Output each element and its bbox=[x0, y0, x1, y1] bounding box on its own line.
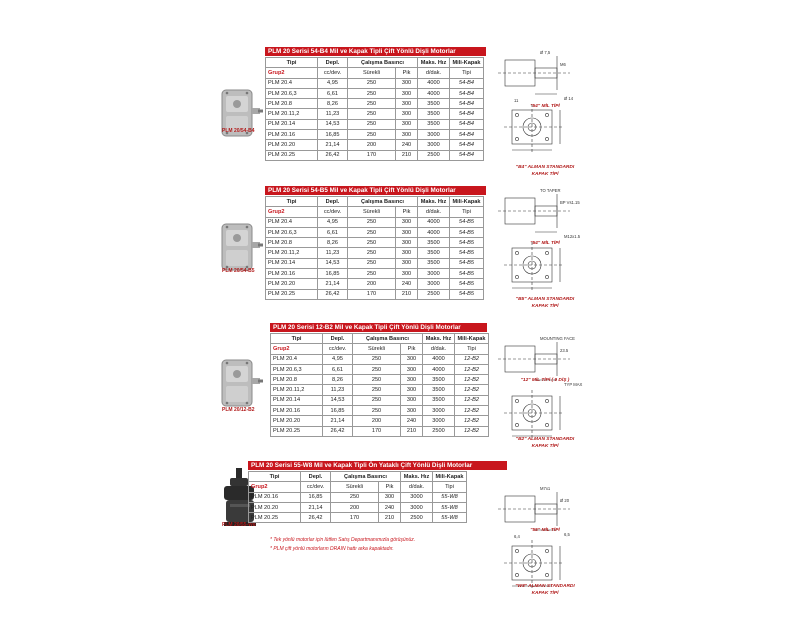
header-pressure: Çalışma Basıncı bbox=[348, 197, 418, 207]
table-cell: 3000 bbox=[401, 502, 433, 512]
header-type: Tipi bbox=[266, 58, 318, 68]
drawing-label: "55" MİL TİPİ bbox=[530, 528, 560, 533]
header-row bbox=[266, 197, 484, 207]
table-cell: 12-B2 bbox=[455, 375, 489, 385]
header-depl: Depl. bbox=[318, 197, 348, 207]
table-cell: 3000 bbox=[423, 406, 455, 416]
spec-table bbox=[265, 196, 484, 300]
spec-table bbox=[265, 57, 484, 161]
series-title: PLM 20 Serisi 54-B5 Mil ve Kapak Tipli Çift Yönlü Dişli Motorlar bbox=[265, 186, 486, 195]
table-cell: 54-B5 bbox=[450, 248, 484, 258]
drawing-label: "W8" ALMAN STANDARDI bbox=[515, 584, 575, 589]
table-cell: 4000 bbox=[423, 354, 455, 364]
table-cell: 55-W8 bbox=[433, 513, 467, 523]
dimension-text: 11 bbox=[514, 98, 519, 103]
table-cell: PLM 20.14 bbox=[271, 395, 323, 405]
sub-continuous: Sürekli bbox=[353, 344, 401, 354]
drawing-label: "B2" ALMAN STANDARDI bbox=[515, 437, 575, 442]
table-cell: 11,23 bbox=[318, 248, 348, 258]
table-cell: 300 bbox=[401, 395, 423, 405]
table-cell: 11,23 bbox=[323, 385, 353, 395]
table-cell: 300 bbox=[396, 99, 418, 109]
header-type: Tipi bbox=[249, 472, 301, 482]
footnotes bbox=[270, 536, 415, 554]
table-row bbox=[266, 99, 484, 109]
header-max-speed: Maks. Hız bbox=[423, 334, 455, 344]
table-cell: 21,14 bbox=[323, 416, 353, 426]
table-row bbox=[271, 364, 489, 374]
table-cell: 54-B5 bbox=[450, 289, 484, 299]
table-cell: 21,14 bbox=[301, 502, 331, 512]
table-cell: 54-B4 bbox=[450, 119, 484, 129]
drawing-label: KAPAK TİPİ bbox=[531, 444, 559, 449]
subheader-row bbox=[249, 482, 467, 492]
table-cell: 200 bbox=[348, 140, 396, 150]
table-cell: 54-B4 bbox=[450, 88, 484, 98]
table-cell: PLM 20.20 bbox=[271, 416, 323, 426]
table-cell: 250 bbox=[348, 119, 396, 129]
spec-table bbox=[248, 471, 467, 523]
table-cell: 4000 bbox=[418, 78, 450, 88]
table-row bbox=[266, 248, 484, 258]
table-cell: 3000 bbox=[418, 269, 450, 279]
table-cell: 4000 bbox=[418, 217, 450, 227]
table-cell: 170 bbox=[331, 513, 379, 523]
dimension-text: MOUNTING FACE bbox=[540, 336, 575, 341]
sub-peak: Pik bbox=[401, 344, 423, 354]
table-cell: PLM 20.16 bbox=[266, 269, 318, 279]
table-row bbox=[271, 426, 489, 436]
table-cell: 250 bbox=[353, 364, 401, 374]
header-type: Tipi bbox=[271, 334, 323, 344]
table-row bbox=[271, 395, 489, 405]
table-cell: 3500 bbox=[418, 119, 450, 129]
table-cell: 250 bbox=[353, 385, 401, 395]
table-row bbox=[266, 150, 484, 160]
table-cell: 250 bbox=[348, 248, 396, 258]
table-cell: 4,95 bbox=[318, 78, 348, 88]
dimension-text: Ø 7,5 bbox=[540, 50, 551, 55]
header-max-speed: Maks. Hız bbox=[418, 197, 450, 207]
table-row bbox=[266, 140, 484, 150]
table-cell: 26,42 bbox=[318, 289, 348, 299]
unit-speed: d/dak. bbox=[418, 207, 450, 217]
table-cell: 2500 bbox=[418, 289, 450, 299]
table-cell: 54-B5 bbox=[450, 217, 484, 227]
table-row bbox=[266, 78, 484, 88]
table-cell: PLM 20.4 bbox=[271, 354, 323, 364]
table-cell: 54-B4 bbox=[450, 150, 484, 160]
table-cell: 4000 bbox=[418, 227, 450, 237]
unit-depl: cc/dev. bbox=[301, 482, 331, 492]
table-row bbox=[266, 289, 484, 299]
product-caption: PLM 20/12-B2 bbox=[222, 407, 255, 413]
drawing-label: KAPAK TİPİ bbox=[531, 591, 559, 596]
table-cell: 170 bbox=[353, 426, 401, 436]
table-cell: 54-B4 bbox=[450, 130, 484, 140]
table-cell: 14,53 bbox=[318, 119, 348, 129]
table-cell: PLM 20.14 bbox=[266, 258, 318, 268]
table-cell: 210 bbox=[379, 513, 401, 523]
drawing-label: "54" MİL TİPİ bbox=[530, 104, 560, 109]
table-cell: 240 bbox=[396, 140, 418, 150]
table-cell: 250 bbox=[353, 354, 401, 364]
table-cell: 4,95 bbox=[323, 354, 353, 364]
drawing-label: "54" MİL TİPİ bbox=[530, 241, 560, 246]
header-max-speed: Maks. Hız bbox=[418, 58, 450, 68]
table-row bbox=[271, 406, 489, 416]
header-type: Tipi bbox=[266, 197, 318, 207]
table-cell: 54-B5 bbox=[450, 258, 484, 268]
table-cell: PLM 20.16 bbox=[249, 492, 301, 502]
table-cell: 300 bbox=[396, 269, 418, 279]
table-cell: PLM 20.8 bbox=[271, 375, 323, 385]
dimension-text: 6,5 bbox=[564, 532, 570, 537]
table-row bbox=[266, 269, 484, 279]
table-cell: 16,85 bbox=[318, 269, 348, 279]
subheader-row bbox=[271, 344, 489, 354]
table-cell: 240 bbox=[401, 416, 423, 426]
drawing-label: KAPAK TİPİ bbox=[531, 172, 559, 177]
drawing-panel bbox=[490, 478, 600, 618]
table-cell: 4000 bbox=[423, 364, 455, 374]
gear-motor-photo-icon bbox=[218, 82, 264, 146]
table-row bbox=[271, 354, 489, 364]
dimension-text: 6,4 bbox=[514, 534, 520, 539]
table-cell: 3500 bbox=[418, 258, 450, 268]
table-cell: 250 bbox=[348, 78, 396, 88]
table-cell: 250 bbox=[353, 395, 401, 405]
header-pressure: Çalışma Basıncı bbox=[331, 472, 401, 482]
header-shaft-cover: Mili-Kapak bbox=[450, 197, 484, 207]
table-row bbox=[266, 217, 484, 227]
table-cell: 54-B5 bbox=[450, 279, 484, 289]
table-cell: 250 bbox=[353, 406, 401, 416]
drawing-panel bbox=[490, 42, 600, 182]
table-cell: 26,42 bbox=[301, 513, 331, 523]
table-cell: PLM 20.25 bbox=[249, 513, 301, 523]
table-cell: 54-B5 bbox=[450, 227, 484, 237]
sub-peak: Pik bbox=[396, 68, 418, 78]
table-cell: 170 bbox=[348, 289, 396, 299]
unit-speed: d/dak. bbox=[401, 482, 433, 492]
series-title: PLM 20 Serisi 55-W8 Mil ve Kapak Tipli Ön Yataklı Çift Yönlü Dişli Motorlar bbox=[248, 461, 507, 470]
table-cell: 200 bbox=[348, 279, 396, 289]
table-cell: 26,42 bbox=[318, 150, 348, 160]
unit-depl: cc/dev. bbox=[318, 207, 348, 217]
header-pressure: Çalışma Basıncı bbox=[353, 334, 423, 344]
table-cell: 14,53 bbox=[323, 395, 353, 405]
table-row bbox=[249, 492, 467, 502]
footnote: * Tek yönlü motorlar için lütfen Satış Departmanımızla görüşünüz. bbox=[270, 537, 416, 543]
table-cell: 12-B2 bbox=[455, 385, 489, 395]
table-cell: 300 bbox=[396, 88, 418, 98]
table-cell: 300 bbox=[401, 385, 423, 395]
table-cell: 3500 bbox=[423, 385, 455, 395]
table-cell: PLM 20.4 bbox=[266, 78, 318, 88]
table-cell: 8,26 bbox=[323, 375, 353, 385]
group-label: Grup2 bbox=[249, 482, 301, 492]
table-cell: 300 bbox=[396, 238, 418, 248]
subheader-row bbox=[266, 68, 484, 78]
table-row bbox=[271, 416, 489, 426]
table-cell: 12-B2 bbox=[455, 395, 489, 405]
table-cell: 3500 bbox=[418, 99, 450, 109]
sub-type: Tipi bbox=[455, 344, 489, 354]
table-cell: PLM 20.14 bbox=[266, 119, 318, 129]
table-row bbox=[266, 119, 484, 129]
sub-type: Tipi bbox=[450, 207, 484, 217]
header-pressure: Çalışma Basıncı bbox=[348, 58, 418, 68]
table-row bbox=[266, 258, 484, 268]
series-title: PLM 20 Serisi 54-B4 Mil ve Kapak Tipli Çift Yönlü Dişli Motorlar bbox=[265, 47, 486, 56]
table-cell: 54-B5 bbox=[450, 269, 484, 279]
table-cell: 3500 bbox=[418, 109, 450, 119]
table-cell: PLM 20.25 bbox=[271, 426, 323, 436]
dimension-text: Ø 14 bbox=[564, 96, 574, 101]
table-cell: PLM 20.4 bbox=[266, 217, 318, 227]
product-caption: PLM 20/55-W8 bbox=[222, 522, 256, 528]
dimension-text: BP Vs1.15 bbox=[560, 200, 580, 205]
table-cell: 12-B2 bbox=[455, 416, 489, 426]
table-cell: 250 bbox=[348, 109, 396, 119]
table-row bbox=[266, 279, 484, 289]
table-cell: 250 bbox=[348, 130, 396, 140]
header-row bbox=[266, 58, 484, 68]
header-shaft-cover: Mili-Kapak bbox=[450, 58, 484, 68]
table-cell: 3000 bbox=[423, 416, 455, 426]
table-cell: 3500 bbox=[423, 375, 455, 385]
table-row bbox=[266, 227, 484, 237]
table-cell: 12-B2 bbox=[455, 426, 489, 436]
table-cell: 6,61 bbox=[318, 88, 348, 98]
unit-speed: d/dak. bbox=[418, 68, 450, 78]
table-row bbox=[271, 385, 489, 395]
table-cell: 300 bbox=[401, 406, 423, 416]
group-label: Grup2 bbox=[266, 207, 318, 217]
table-cell: 300 bbox=[396, 248, 418, 258]
table-cell: PLM 20.16 bbox=[271, 406, 323, 416]
dimension-text: TYP MAX bbox=[564, 382, 583, 387]
dimension-text: 23.5 bbox=[560, 348, 569, 353]
product-caption: PLM 20/54-B4 bbox=[222, 128, 255, 134]
table-row bbox=[266, 109, 484, 119]
table-cell: PLM 20.8 bbox=[266, 238, 318, 248]
header-row bbox=[271, 334, 489, 344]
table-cell: 250 bbox=[348, 258, 396, 268]
table-cell: 55-W8 bbox=[433, 492, 467, 502]
table-cell: 54-B4 bbox=[450, 140, 484, 150]
table-cell: 55-W8 bbox=[433, 502, 467, 512]
table-cell: 250 bbox=[348, 99, 396, 109]
table-cell: PLM 20.25 bbox=[266, 150, 318, 160]
table-cell: 11,23 bbox=[318, 109, 348, 119]
table-cell: PLM 20.11,2 bbox=[266, 109, 318, 119]
header-max-speed: Maks. Hız bbox=[401, 472, 433, 482]
footnote: * PLM çift yönlü motorların DRAIN hattı arka kapaktadır. bbox=[270, 546, 394, 552]
table-cell: 300 bbox=[379, 492, 401, 502]
table-cell: 3000 bbox=[418, 130, 450, 140]
table-cell: 300 bbox=[396, 227, 418, 237]
table-cell: 300 bbox=[396, 119, 418, 129]
table-cell: 300 bbox=[401, 364, 423, 374]
table-cell: 8,26 bbox=[318, 238, 348, 248]
table-row bbox=[266, 238, 484, 248]
table-cell: PLM 20.16 bbox=[266, 130, 318, 140]
table-cell: 4,95 bbox=[318, 217, 348, 227]
product-caption: PLM 20/54-B5 bbox=[222, 268, 255, 274]
table-cell: 2500 bbox=[423, 426, 455, 436]
table-cell: 54-B4 bbox=[450, 99, 484, 109]
dimension-text: M12x1.5 bbox=[564, 234, 581, 239]
table-cell: 4000 bbox=[418, 88, 450, 98]
table-cell: 16,85 bbox=[301, 492, 331, 502]
table-cell: PLM 20.8 bbox=[266, 99, 318, 109]
sub-continuous: Sürekli bbox=[331, 482, 379, 492]
table-cell: 16,85 bbox=[323, 406, 353, 416]
group-label: Grup2 bbox=[271, 344, 323, 354]
table-cell: 3500 bbox=[418, 248, 450, 258]
table-cell: 26,42 bbox=[323, 426, 353, 436]
sub-type: Tipi bbox=[450, 68, 484, 78]
table-cell: 250 bbox=[348, 217, 396, 227]
unit-speed: d/dak. bbox=[423, 344, 455, 354]
table-cell: PLM 20.6,3 bbox=[271, 364, 323, 374]
table-cell: 54-B4 bbox=[450, 109, 484, 119]
table-cell: 300 bbox=[396, 258, 418, 268]
table-cell: 300 bbox=[396, 130, 418, 140]
table-cell: PLM 20.6,3 bbox=[266, 88, 318, 98]
table-cell: PLM 20.11,2 bbox=[271, 385, 323, 395]
table-cell: 240 bbox=[379, 502, 401, 512]
header-depl: Depl. bbox=[301, 472, 331, 482]
table-cell: 170 bbox=[348, 150, 396, 160]
table-row bbox=[249, 502, 467, 512]
table-cell: 2500 bbox=[401, 513, 433, 523]
table-row bbox=[249, 513, 467, 523]
header-shaft-cover: Mili-Kapak bbox=[433, 472, 467, 482]
dimension-text: M6 bbox=[560, 62, 566, 67]
table-cell: PLM 20.20 bbox=[249, 502, 301, 512]
dimension-text: Ø 20 bbox=[560, 498, 570, 503]
table-cell: 54-B4 bbox=[450, 78, 484, 88]
table-cell: 16,85 bbox=[318, 130, 348, 140]
sub-peak: Pik bbox=[379, 482, 401, 492]
table-cell: 3000 bbox=[401, 492, 433, 502]
table-cell: 14,53 bbox=[318, 258, 348, 268]
table-cell: 3000 bbox=[418, 140, 450, 150]
dimension-text: M7x1 bbox=[540, 486, 551, 491]
table-cell: 200 bbox=[331, 502, 379, 512]
table-cell: 250 bbox=[348, 227, 396, 237]
drawing-label: KAPAK TİPİ bbox=[531, 304, 559, 309]
sub-type: Tipi bbox=[433, 482, 467, 492]
sub-continuous: Sürekli bbox=[348, 207, 396, 217]
drawing-label: "B5" ALMAN STANDARDI bbox=[515, 297, 575, 302]
table-cell: 21,14 bbox=[318, 140, 348, 150]
subheader-row bbox=[266, 207, 484, 217]
table-row bbox=[271, 375, 489, 385]
table-cell: 3500 bbox=[423, 395, 455, 405]
dimension-text: TO TAPER bbox=[540, 188, 561, 193]
table-cell: PLM 20.6,3 bbox=[266, 227, 318, 237]
table-cell: 250 bbox=[331, 492, 379, 502]
table-cell: 210 bbox=[396, 289, 418, 299]
table-cell: 300 bbox=[401, 354, 423, 364]
table-cell: 2500 bbox=[418, 150, 450, 160]
table-cell: 210 bbox=[401, 426, 423, 436]
drawing-label: "12" MİL TİPİ ( 9 DİŞ ) bbox=[520, 378, 570, 383]
table-cell: PLM 20.20 bbox=[266, 140, 318, 150]
table-row bbox=[266, 130, 484, 140]
spec-table bbox=[270, 333, 489, 437]
table-cell: 21,14 bbox=[318, 279, 348, 289]
technical-drawing bbox=[490, 180, 600, 315]
unit-depl: cc/dev. bbox=[318, 68, 348, 78]
table-cell: 3000 bbox=[418, 279, 450, 289]
table-cell: 6,61 bbox=[323, 364, 353, 374]
table-cell: 300 bbox=[396, 217, 418, 227]
table-cell: 12-B2 bbox=[455, 406, 489, 416]
table-cell: 210 bbox=[396, 150, 418, 160]
table-cell: 12-B2 bbox=[455, 364, 489, 374]
table-cell: PLM 20.11,2 bbox=[266, 248, 318, 258]
group-label: Grup2 bbox=[266, 68, 318, 78]
table-cell: 250 bbox=[348, 88, 396, 98]
header-row bbox=[249, 472, 467, 482]
table-cell: PLM 20.25 bbox=[266, 289, 318, 299]
unit-depl: cc/dev. bbox=[323, 344, 353, 354]
sub-continuous: Sürekli bbox=[348, 68, 396, 78]
table-row bbox=[266, 88, 484, 98]
table-cell: PLM 20.20 bbox=[266, 279, 318, 289]
table-cell: 250 bbox=[348, 269, 396, 279]
header-depl: Depl. bbox=[323, 334, 353, 344]
table-cell: 8,26 bbox=[318, 99, 348, 109]
series-title: PLM 20 Serisi 12-B2 Mil ve Kapak Tipli Çift Yönlü Dişli Motorlar bbox=[270, 323, 487, 332]
header-depl: Depl. bbox=[318, 58, 348, 68]
table-cell: 6,61 bbox=[318, 227, 348, 237]
table-cell: 250 bbox=[353, 375, 401, 385]
table-cell: 300 bbox=[396, 109, 418, 119]
table-cell: 250 bbox=[348, 238, 396, 248]
drawing-label: "B4" ALMAN STANDARDI bbox=[515, 165, 575, 170]
table-cell: 12-B2 bbox=[455, 354, 489, 364]
table-cell: 300 bbox=[401, 375, 423, 385]
table-cell: 240 bbox=[396, 279, 418, 289]
sub-peak: Pik bbox=[396, 207, 418, 217]
table-cell: 300 bbox=[396, 78, 418, 88]
table-cell: 200 bbox=[353, 416, 401, 426]
header-shaft-cover: Mili-Kapak bbox=[455, 334, 489, 344]
table-cell: 3500 bbox=[418, 238, 450, 248]
table-cell: 54-B5 bbox=[450, 238, 484, 248]
